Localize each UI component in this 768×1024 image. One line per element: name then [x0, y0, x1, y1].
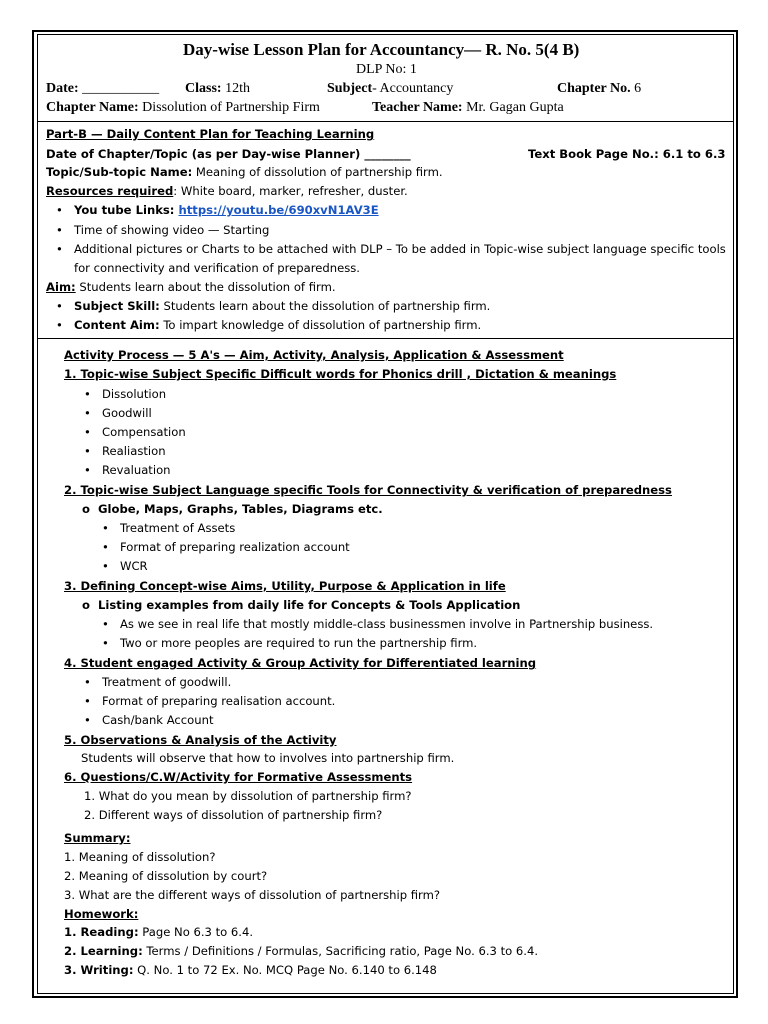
subject-label: Subject	[327, 81, 373, 96]
section-4-heading: 4. Student engaged Activity & Group Activity for Differentiated learning	[64, 656, 537, 670]
section-3-sub: o Listing examples from daily life for Concepts & Tools Application	[98, 598, 520, 612]
textbook-pages: Text Book Page No.: 6.1 to 6.3	[528, 147, 726, 161]
homework-writing	[64, 963, 437, 977]
resources-line	[46, 184, 408, 198]
list-item: 2. Different ways of dissolution of partnership firm?	[84, 808, 383, 822]
section-1-heading: 1. Topic-wise Subject Specific Difficult words for Phonics drill , Dictation & meanings	[64, 367, 617, 381]
section-5-heading: 5. Observations & Analysis of the Activity	[64, 733, 337, 747]
teacher-label: Teacher Name:	[372, 100, 463, 115]
list-item: • Realiastion	[102, 444, 166, 458]
list-item: 3. What are the different ways of dissolution of partnership firm?	[64, 888, 441, 902]
list-item: 1. What do you mean by dissolution of partnership firm?	[84, 789, 412, 803]
section-2-heading: 2. Topic-wise Subject Language specific Tools for Connectivity & verification of preparedness	[64, 483, 672, 497]
list-item: • Treatment of Assets	[120, 521, 235, 535]
date-label: Date:	[46, 81, 79, 96]
list-item: • Cash/bank Account	[102, 713, 214, 727]
date-field	[46, 81, 159, 97]
content-label: Content Aim:	[74, 318, 160, 332]
list-item: • Compensation	[102, 425, 186, 439]
skill-value: Students learn about the dissolution of partnership firm.	[159, 299, 491, 313]
reading-value: Page No 6.3 to 6.4.	[138, 925, 254, 939]
resources-value: : White board, marker, refresher, duster.	[173, 184, 408, 198]
list-item: 1. Meaning of dissolution?	[64, 850, 216, 864]
writing-value: Q. No. 1 to 72 Ex. No. MCQ Page No. 6.140 to 6.148	[133, 963, 437, 977]
content-value: To impart knowledge of dissolution of partnership firm.	[159, 318, 482, 332]
chapter-name-label: Chapter Name:	[46, 100, 139, 115]
activity-heading: Activity Process — 5 A's — Aim, Activity, Analysis, Application & Assessment	[64, 348, 564, 362]
chapter-name-value: Dissolution of Partnership Firm	[142, 100, 320, 115]
youtube-line	[74, 203, 379, 217]
aim-label: Aim:	[46, 280, 76, 294]
additional-charts: • Additional pictures or Charts to be attached with DLP – To be added in Topic-wise subject language specific tools	[74, 242, 726, 256]
chapter-date-line: Date of Chapter/Topic (as per Day-wise Planner) ________	[46, 147, 411, 161]
divider	[37, 338, 734, 339]
youtube-label: You tube Links:	[74, 203, 179, 217]
writing-label: 3. Writing:	[64, 963, 134, 977]
chapter-value: 6	[634, 81, 642, 96]
divider	[37, 121, 734, 122]
homework-reading	[64, 925, 253, 939]
topic-label: Topic/Sub-topic Name:	[46, 165, 193, 179]
chapter-field	[557, 81, 641, 97]
aim-value: Students learn about the dissolution of firm.	[75, 280, 336, 294]
teacher-value: Mr. Gagan Gupta	[466, 100, 564, 115]
content-aim	[74, 318, 481, 332]
list-item: • Treatment of goodwill.	[102, 675, 231, 689]
learning-value: Terms / Definitions / Formulas, Sacrificing ratio, Page No. 6.3 to 6.4.	[142, 944, 539, 958]
class-field	[185, 81, 250, 97]
list-item: • Format of preparing realization account	[120, 540, 350, 554]
youtube-link[interactable]: https://youtu.be/690xvN1AV3E	[178, 203, 379, 217]
subject-skill	[74, 299, 490, 313]
date-value: ___________	[82, 81, 160, 96]
summary-heading: Summary:	[64, 831, 131, 845]
subject-value: - Accountancy	[372, 81, 454, 96]
section-2-sub: o Globe, Maps, Graphs, Tables, Diagrams etc.	[98, 502, 383, 516]
class-value: 12th	[225, 81, 250, 96]
topic-value: Meaning of dissolution of partnership firm.	[192, 165, 443, 179]
additional-charts-cont: for connectivity and verification of preparedness.	[74, 261, 360, 275]
list-item: • Goodwill	[102, 406, 152, 420]
section-3-heading: 3. Defining Concept-wise Aims, Utility, Purpose & Application in life	[64, 579, 506, 593]
section-6-heading: 6. Questions/C.W/Activity for Formative Assessments	[64, 770, 413, 784]
homework-heading: Homework:	[64, 907, 139, 921]
list-item: • Dissolution	[102, 387, 166, 401]
reading-label: 1. Reading:	[64, 925, 139, 939]
list-item: • Two or more peoples are required to run the partnership firm.	[120, 636, 477, 650]
homework-learning	[64, 944, 538, 958]
page-title: Day-wise Lesson Plan for Accountancy— R. No. 5(4 B)	[183, 40, 580, 59]
list-item: 2. Meaning of dissolution by court?	[64, 869, 268, 883]
dlp-number: DLP No: 1	[356, 62, 417, 77]
resources-label: Resources required	[46, 184, 174, 198]
learning-label: 2. Learning:	[64, 944, 143, 958]
list-item: • Revaluation	[102, 463, 171, 477]
video-time: • Time of showing video — Starting	[74, 223, 269, 237]
partb-heading: Part-B — Daily Content Plan for Teaching Learning	[46, 127, 375, 141]
aim-line	[46, 280, 336, 294]
teacher-field	[372, 100, 564, 116]
list-item: • As we see in real life that mostly middle-class businessmen involve in Partnership business.	[120, 617, 653, 631]
chapter-name-field	[46, 100, 320, 116]
class-label: Class:	[185, 81, 222, 96]
section-5-text: Students will observe that how to involves into partnership firm.	[81, 751, 455, 765]
list-item: • Format of preparing realisation account.	[102, 694, 335, 708]
chapter-label: Chapter No.	[557, 81, 631, 96]
list-item: • WCR	[120, 559, 148, 573]
subject-field	[327, 81, 453, 97]
topic-line	[46, 165, 443, 179]
skill-label: Subject Skill:	[74, 299, 160, 313]
